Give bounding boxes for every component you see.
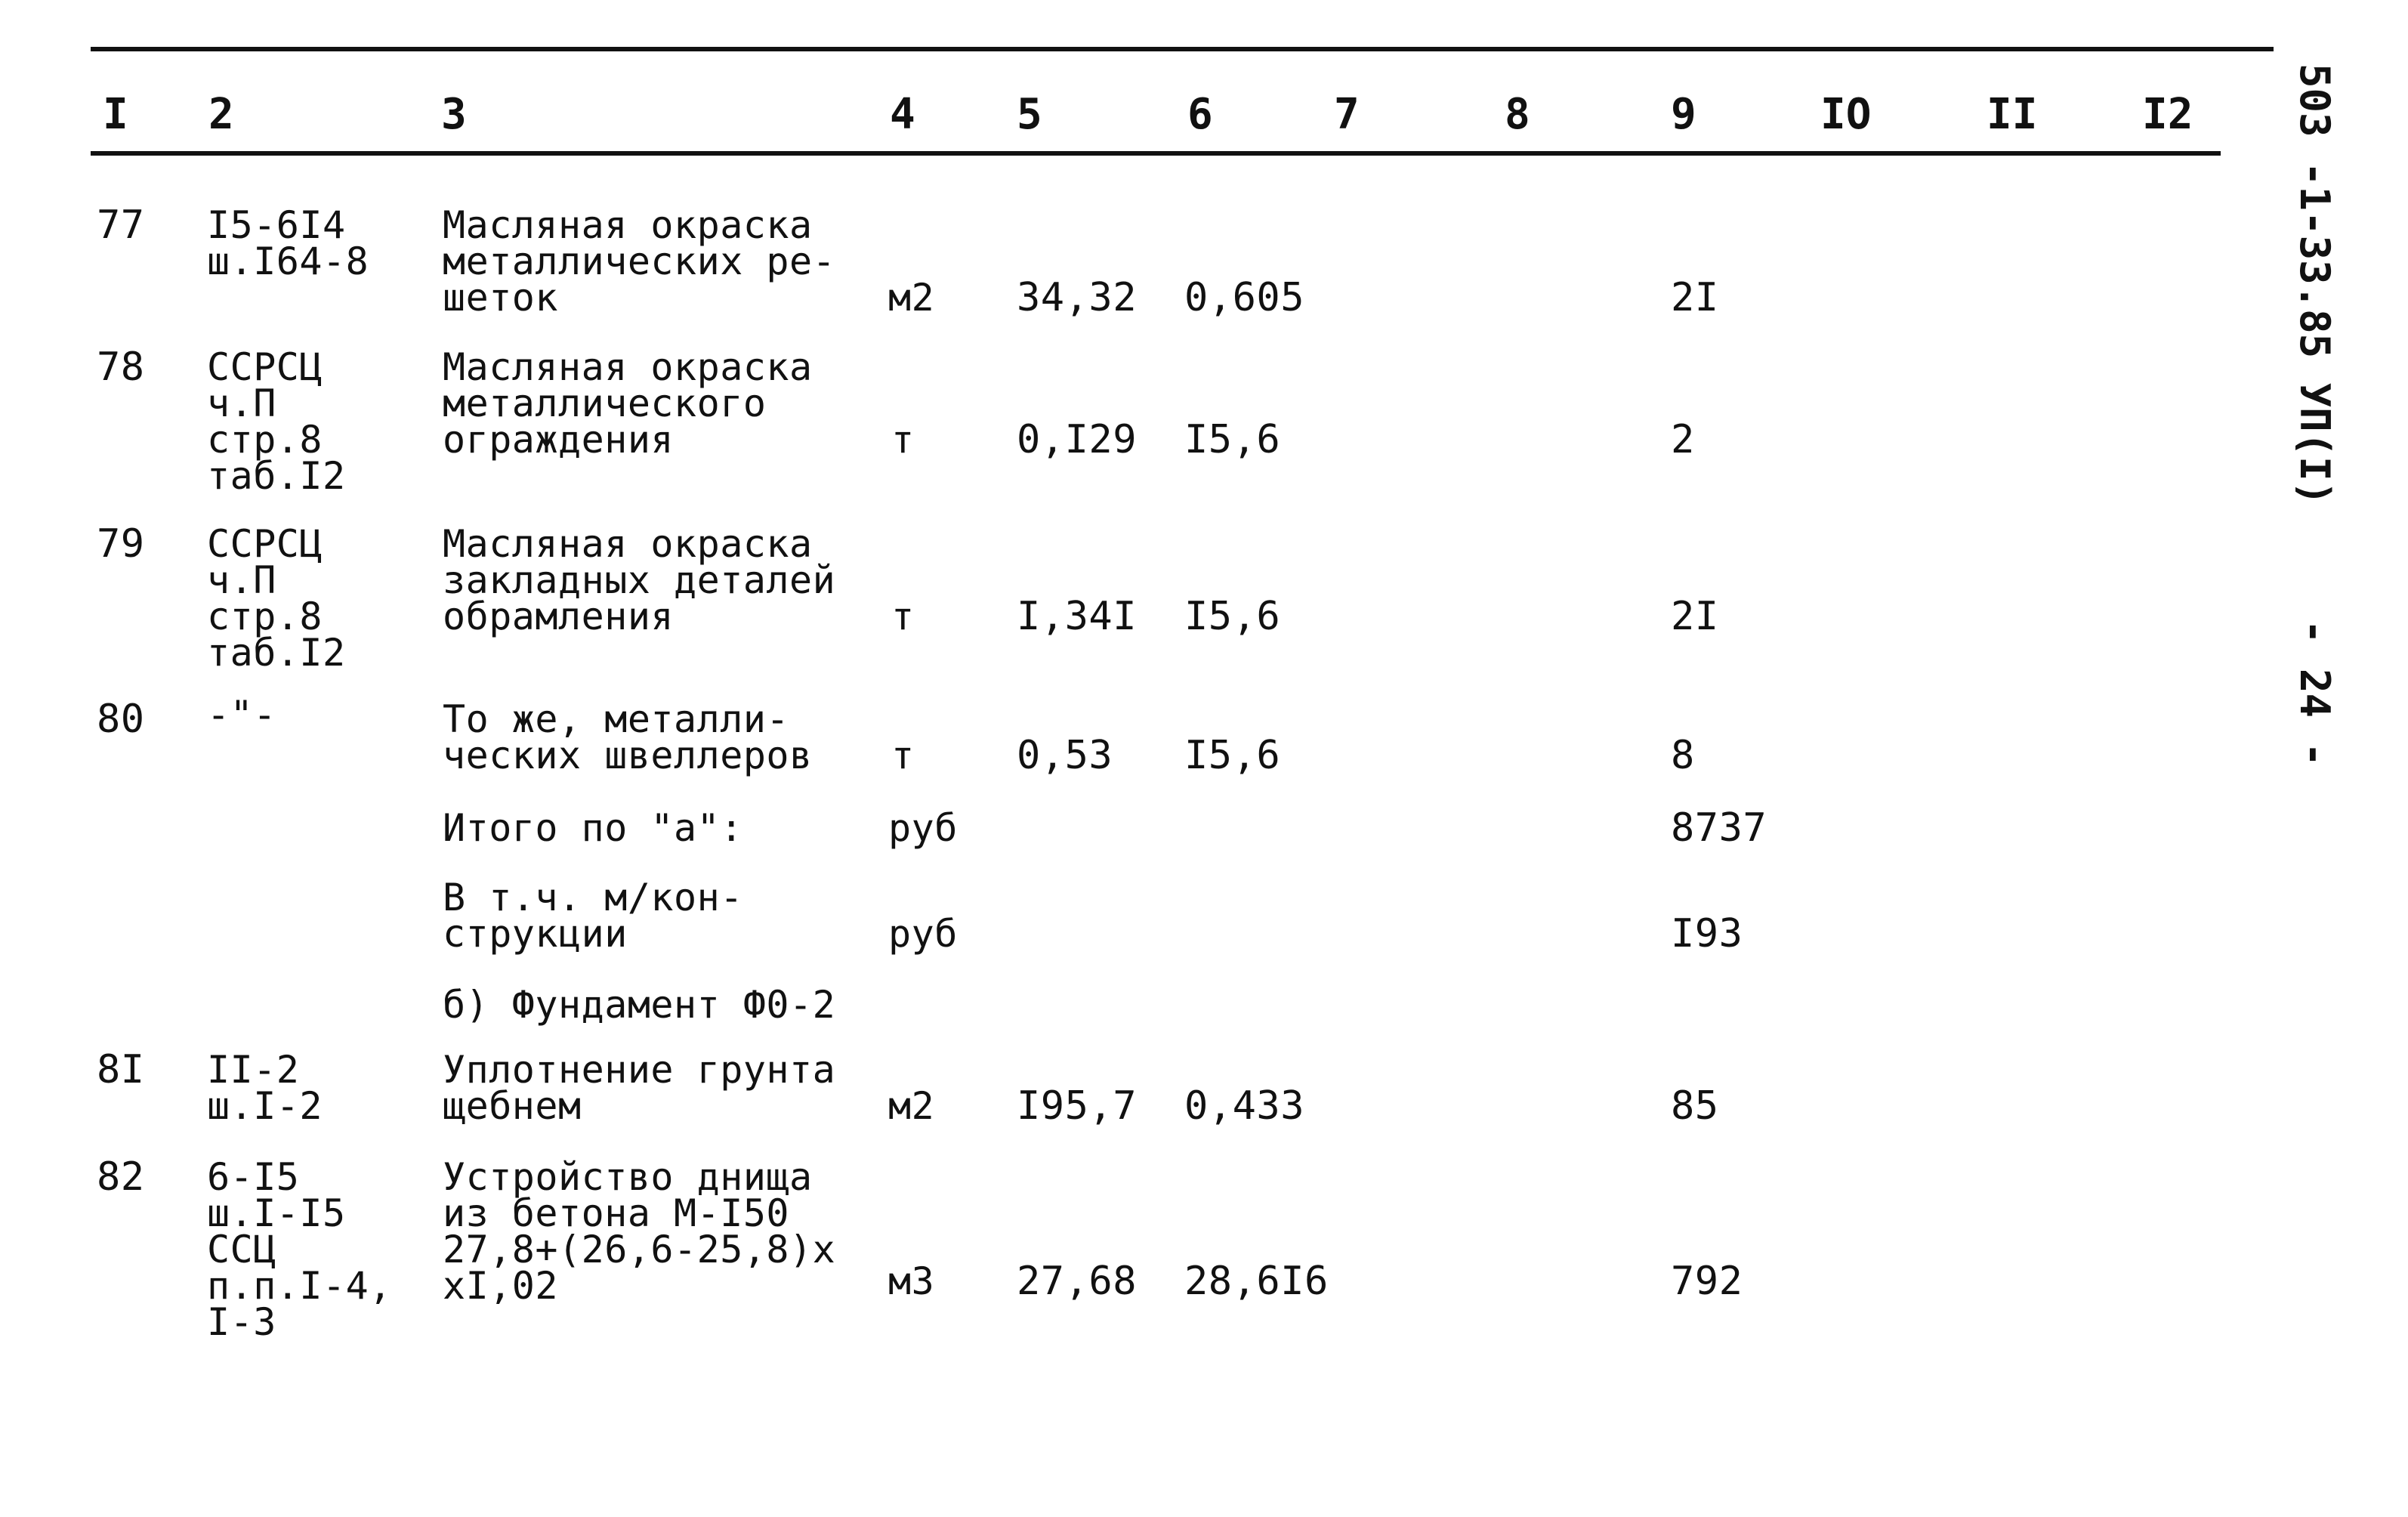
row-reference: I5-6I4 ш.I64-8 <box>207 203 369 283</box>
document-code: 503 -1-33.85 УП(I) <box>2291 63 2339 506</box>
header-rule <box>91 151 2221 156</box>
row-total: 792 <box>1671 1259 1743 1304</box>
header-col-10: IO <box>1820 90 1872 139</box>
row-description: То же, металли- ческих швеллеров <box>443 697 813 777</box>
row-number: 82 <box>97 1154 145 1200</box>
header-col-5: 5 <box>1017 90 1042 139</box>
row-description: Масляная окраска металлического ограждения <box>443 345 813 462</box>
header-col-7: 7 <box>1334 90 1360 139</box>
row-unit: руб <box>888 806 958 850</box>
row-price: I5,6 <box>1184 733 1281 778</box>
row-quantity: I95,7 <box>1017 1083 1138 1129</box>
subtotal-value: 8737 <box>1671 805 1767 851</box>
row-total: 2I <box>1671 594 1719 639</box>
row-number: 78 <box>97 344 145 390</box>
row-unit: т <box>891 418 915 462</box>
row-price: 0,433 <box>1184 1083 1305 1129</box>
row-total: 8 <box>1671 733 1695 778</box>
row-price: I5,6 <box>1184 417 1281 462</box>
row-quantity: 0,I29 <box>1017 417 1138 462</box>
row-price: 0,605 <box>1184 275 1305 320</box>
header-col-11: II <box>1987 90 2038 139</box>
header-col-2: 2 <box>208 90 234 139</box>
row-unit: руб <box>888 912 958 956</box>
header-col-1: I <box>103 90 128 139</box>
row-price: I5,6 <box>1184 594 1281 639</box>
row-total: 85 <box>1671 1083 1719 1129</box>
section-heading: б) Фундамент Ф0-2 <box>443 983 836 1027</box>
row-reference: ССРСЦ ч.П стр.8 таб.I2 <box>207 522 346 675</box>
row-number: 8I <box>97 1047 145 1092</box>
subtotal-label: Итого по "а": <box>443 806 743 850</box>
row-price: 28,6I6 <box>1184 1259 1329 1304</box>
row-total: 2 <box>1671 417 1695 462</box>
row-description: Масляная окраска закладных деталей обрамления <box>443 522 836 638</box>
header-col-9: 9 <box>1671 90 1696 139</box>
row-description: Уплотнение грунта щебнем <box>443 1048 836 1128</box>
row-unit: м3 <box>888 1259 935 1303</box>
header-col-12: I2 <box>2142 90 2193 139</box>
row-unit: м2 <box>888 1084 935 1128</box>
row-description: Масляная окраска металлических ре- шеток <box>443 203 836 320</box>
row-reference: II-2 ш.I-2 <box>207 1048 323 1128</box>
row-reference: 6-I5 ш.I-I5 ССЦ п.п.I-4, I-3 <box>207 1155 392 1344</box>
row-number: 79 <box>97 521 145 567</box>
header-col-8: 8 <box>1505 90 1530 139</box>
header-col-4: 4 <box>890 90 915 139</box>
row-number: 80 <box>97 697 145 742</box>
row-unit: т <box>891 734 915 777</box>
subtotal-metal-label: В т.ч. м/кон- струкции <box>443 876 743 956</box>
row-total: 2I <box>1671 275 1719 320</box>
row-number: 77 <box>97 202 145 248</box>
header-col-6: 6 <box>1187 90 1213 139</box>
row-quantity: 0,53 <box>1017 733 1113 778</box>
page-number: - 24 - <box>2291 619 2339 768</box>
row-quantity: I,34I <box>1017 594 1138 639</box>
top-rule <box>91 47 2274 51</box>
row-quantity: 34,32 <box>1017 275 1138 320</box>
header-col-3: 3 <box>441 90 467 139</box>
row-reference: -"- <box>207 693 276 737</box>
row-description: Устройство днища из бетона М-I50 27,8+(26,6-25,8)х хI,02 <box>443 1155 836 1308</box>
row-reference: ССРСЦ ч.П стр.8 таб.I2 <box>207 345 346 498</box>
row-quantity: 27,68 <box>1017 1259 1138 1304</box>
row-unit: м2 <box>888 276 935 320</box>
subtotal-metal-value: I93 <box>1671 911 1743 956</box>
row-unit: т <box>891 595 915 638</box>
